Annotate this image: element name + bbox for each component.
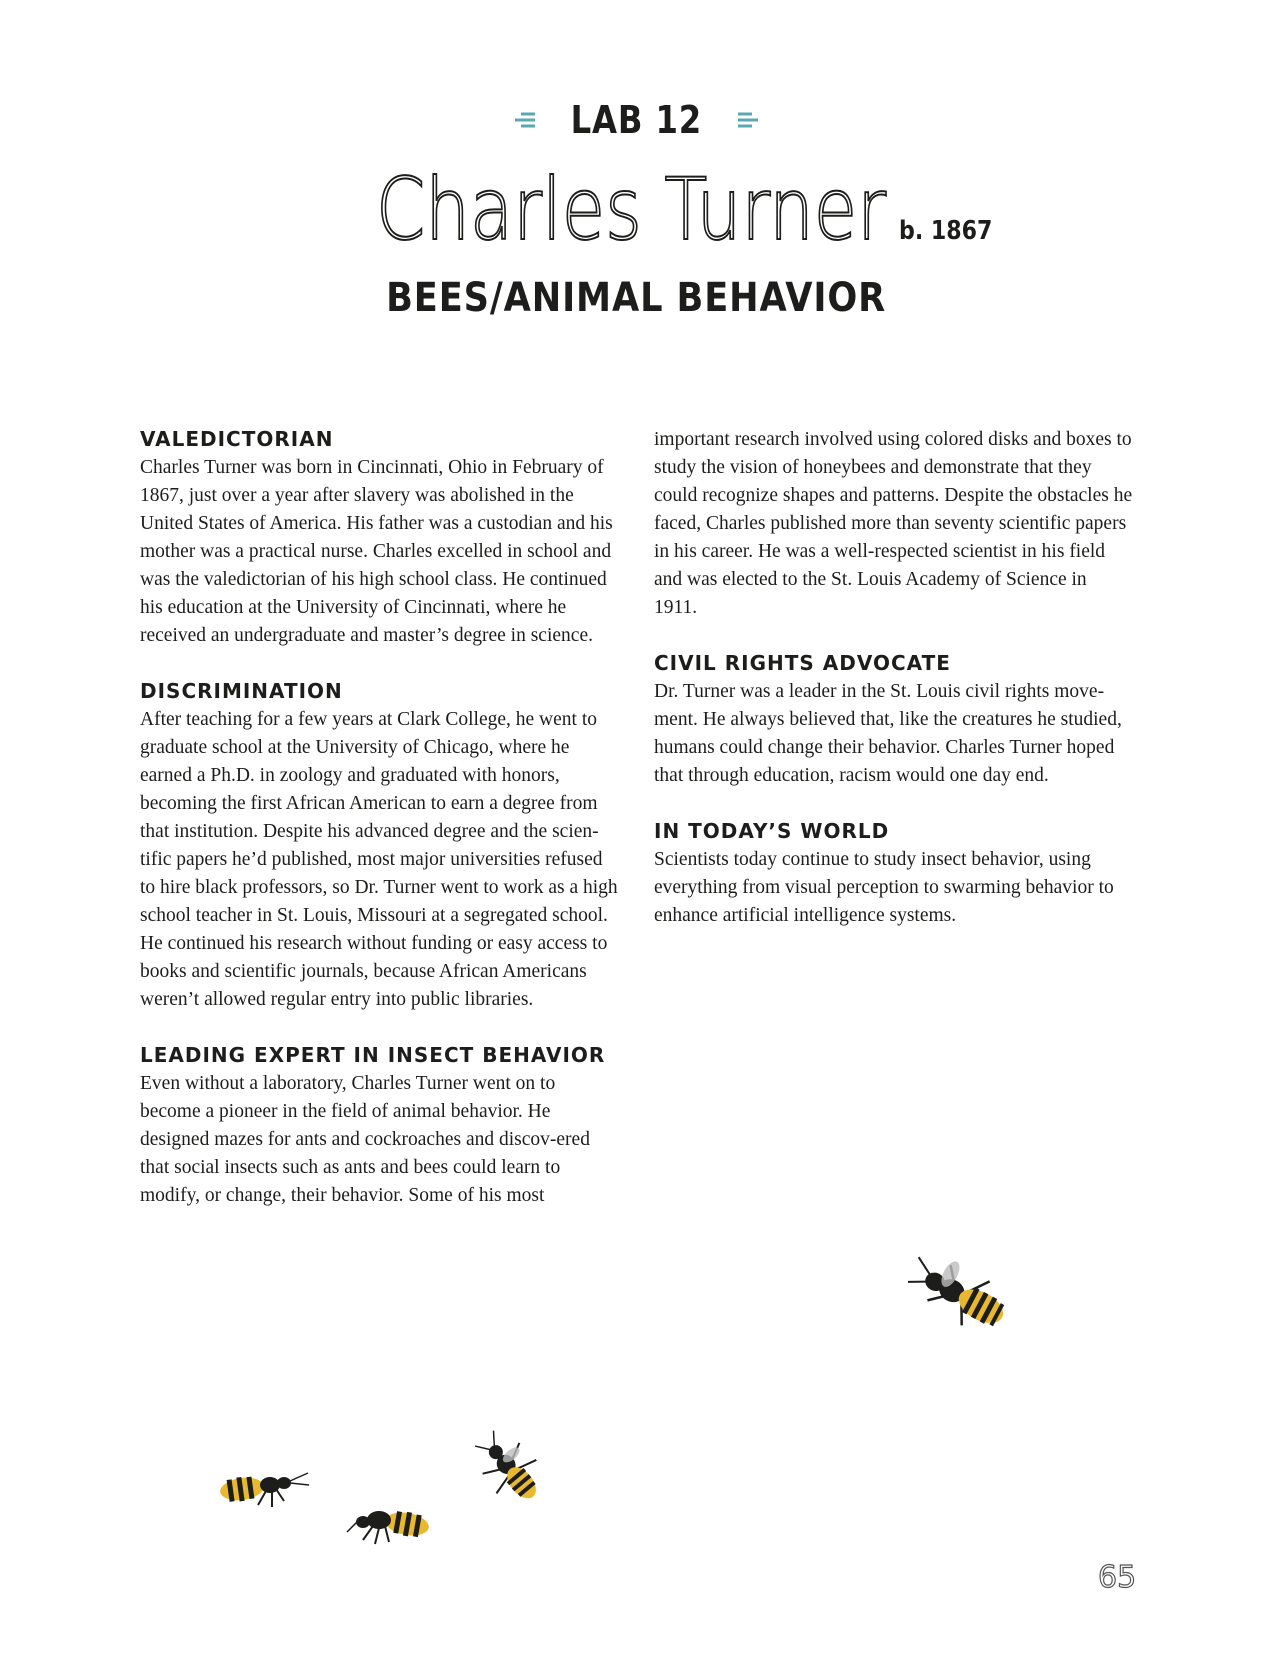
birth-year: b. 1867: [898, 216, 993, 246]
page-number: 65: [1098, 1560, 1137, 1595]
section-discrimination: [140, 678, 620, 1014]
section-text: Charles Turner was born in Cincinnati, Ohio in February of 1867, just over a year after slavery was abolished in the United States of America. His father was a custodian and his mother was a practical nurse. Charles excelled in school and was the valedictorian of his high school class. He continued his education at the University of Cincinnati, where he received an undergraduate and master’s degree in science.: [140, 457, 613, 646]
section-text: Dr. Turner was a leader in the St. Louis civil rights move-ment. He always believed that, like the creatures he studied, humans could change their behavior. Charles Turner hoped that through education, racism would one day end.: [654, 681, 1122, 786]
section-heading: VALEDICTORIAN: [140, 427, 334, 451]
section-heading: CIVIL RIGHTS ADVOCATE: [654, 651, 951, 675]
lines-right-icon: [738, 111, 758, 129]
section-text: Even without a laboratory, Charles Turner went on to become a pioneer in the field of animal behavior. He designed mazes for ants and cockroaches and discov-ered that social insects such as ants and bees could learn to modify, or change, their behavior. Some of his most: [140, 1073, 590, 1206]
section-heading: IN TODAY’S WORLD: [654, 819, 890, 843]
section-leading-expert: [140, 1042, 620, 1210]
section-heading: LEADING EXPERT IN INSECT BEHAVIOR: [140, 1043, 606, 1067]
lab-header: [0, 98, 1273, 148]
bee-icon: [470, 1425, 550, 1513]
section-civil-rights: [654, 650, 1134, 790]
lines-left-icon: [515, 111, 535, 129]
section-continuation: [654, 426, 1134, 622]
left-column: [140, 426, 620, 1238]
subtitle-text: BEES/ANIMAL BEHAVIOR: [386, 275, 887, 321]
bee-icon: [345, 1502, 435, 1546]
bee-icon: [214, 1465, 310, 1509]
page-title: Charles Turner: [376, 160, 887, 260]
right-column: [654, 426, 1134, 958]
subtitle: [0, 275, 1273, 321]
title-row: [0, 160, 1273, 260]
section-todays-world: [654, 818, 1134, 930]
section-text: important research involved using colored disks and boxes to study the vision of honeybees and demonstrate that they could recognize shapes and patterns. Despite the obstacles he faced, Charles published more than seventy scientific papers in his career. He was a well-respected scientist in his field and was elected to the St. Louis Academy of Science in 1911.: [654, 429, 1133, 618]
section-text: Scientists today continue to study insect behavior, using everything from visual perception to swarming behavior to enhance artificial intelligence systems.: [654, 849, 1114, 926]
section-heading: DISCRIMINATION: [140, 679, 343, 703]
section-text: After teaching for a few years at Clark College, he went to graduate school at the University of Chicago, where he earned a Ph.D. in zoology and graduated with honors, becoming the first African American to earn a degree from that institution. Despite his advanced degree and the scien-tific papers he’d published, most major universities refused to hire black professors, so Dr. Turner went to work as a high school teacher in St. Louis, Missouri at a segregated school. He continued his research without funding or easy access to books and scientific journals, because African Americans weren’t allowed regular entry into public libraries.: [140, 709, 618, 1010]
bee-icon: [908, 1232, 1008, 1357]
lab-label: LAB 12: [570, 98, 703, 142]
section-valedictorian: [140, 426, 620, 650]
